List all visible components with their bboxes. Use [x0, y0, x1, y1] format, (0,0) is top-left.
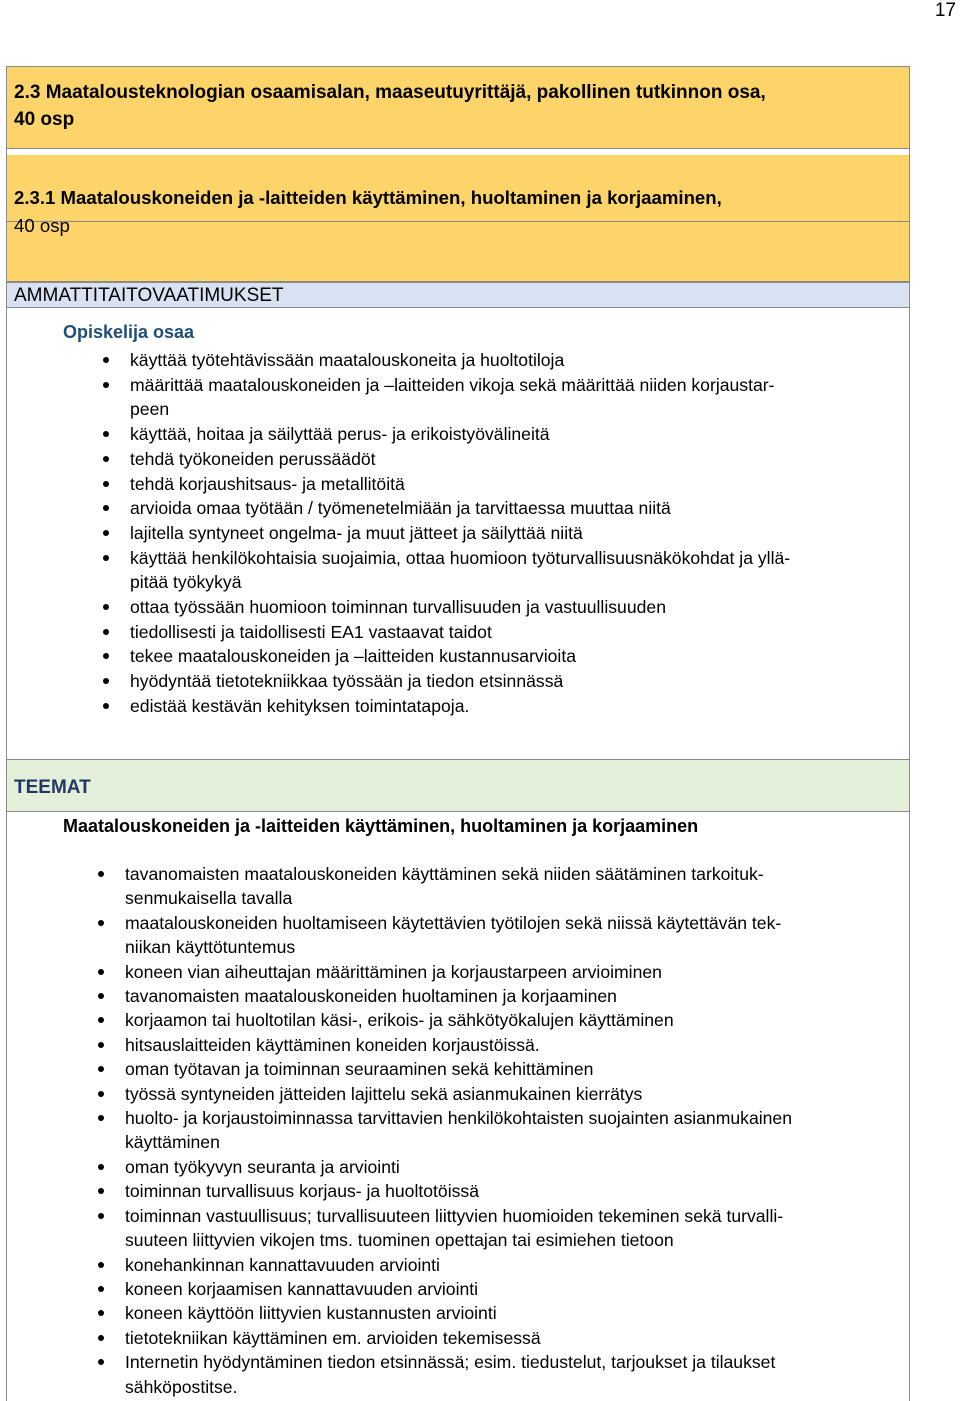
section-header: [7, 67, 909, 149]
list-item: [130, 669, 900, 694]
subsection-header: [7, 155, 909, 222]
themes-subheading: Maatalouskoneiden ja -laitteiden käyttäminen, huoltaminen ja korjaaminen: [63, 816, 699, 836]
list-item: [130, 496, 900, 521]
list-item: [125, 1350, 905, 1399]
list-item: [130, 620, 900, 645]
list-item-text: korjaamon tai huoltotilan käsi-, erikois- ja sähkötyökalujen käyttäminen: [125, 1010, 674, 1031]
bullet-icon: [103, 629, 109, 635]
bullet-icon: [98, 920, 104, 926]
list-item: [130, 595, 900, 620]
list-item: [130, 546, 900, 595]
list-item: [130, 521, 900, 546]
bullet-icon: [98, 1262, 104, 1268]
bullet-icon: [103, 456, 109, 462]
list-item-text: oman työtavan ja toiminnan seuraaminen sekä kehittäminen: [125, 1059, 594, 1080]
list-item: [130, 472, 900, 497]
list-item: [125, 1008, 905, 1032]
bullet-icon: [103, 555, 109, 561]
list-item-text: tehdä korjaushitsaus- ja metallitöitä: [130, 473, 405, 494]
bullet-icon: [98, 1042, 104, 1048]
list-item-text: käyttää työtehtävissään maatalouskoneita ja huoltotiloja: [130, 350, 565, 370]
list-item-text: tiedollisesti ja taidollisesti EA1 vastaavat taidot: [130, 621, 492, 642]
list-item: [130, 447, 900, 472]
list-item-text: määrittää maatalouskoneiden ja –laitteiden vikoja sekä määrittää niiden korjaustar-: [130, 374, 775, 395]
bullet-icon: [103, 357, 109, 363]
list-item-text: senmukaisella tavalla: [125, 888, 293, 909]
requirements-intro: Opiskelija osaa: [63, 322, 195, 342]
list-item: [125, 1106, 905, 1155]
list-item: [125, 984, 905, 1008]
list-item-text: hitsauslaitteiden käyttäminen koneiden korjaustöissä.: [125, 1034, 540, 1055]
bullet-icon: [103, 481, 109, 487]
bullet-icon: [98, 969, 104, 975]
section-title-line1: 2.3 Maatalousteknologian osaamisalan, maaseutuyrittäjä, pakollinen tutkinnon osa,: [14, 82, 766, 103]
bullet-icon: [98, 1164, 104, 1170]
bullet-icon: [98, 871, 104, 877]
bullet-icon: [98, 1335, 104, 1341]
list-item-text: toiminnan turvallisuus korjaus- ja huoltotöissä: [125, 1181, 480, 1202]
section-title-line2: 40 osp: [14, 109, 75, 130]
list-item: [125, 1155, 905, 1179]
bullet-icon: [98, 1091, 104, 1097]
list-item: [125, 911, 905, 960]
list-item-text: konehankinnan kannattavuuden arviointi: [125, 1254, 440, 1275]
subsection-header-cont: [7, 215, 909, 282]
list-item-text: käyttäminen: [125, 1132, 220, 1153]
list-item: [130, 422, 900, 447]
list-item: [125, 1253, 905, 1277]
list-item: [125, 1301, 905, 1325]
list-item: [125, 1277, 905, 1301]
bullet-icon: [98, 993, 104, 999]
bullet-icon: [98, 1286, 104, 1292]
subsection-title-line1: 2.3.1 Maatalouskoneiden ja -laitteiden käyttäminen, huoltaminen ja korjaaminen,: [14, 187, 722, 208]
list-item: [125, 862, 905, 911]
bullet-icon: [103, 530, 109, 536]
list-item-text: tehdä työkoneiden perussäädöt: [130, 448, 376, 469]
list-item-text: pitää työkykyä: [130, 572, 242, 593]
page-number: 17: [934, 0, 956, 21]
list-item-text: työssä syntyneiden jätteiden lajittelu sekä asianmukainen kierrätys: [125, 1083, 643, 1104]
bullet-icon: [103, 382, 109, 388]
list-item: [125, 1326, 905, 1350]
list-item: [125, 1179, 905, 1203]
list-item-text: sähköpostitse.: [125, 1376, 238, 1397]
list-item-text: oman työkyvyn seuranta ja arviointi: [125, 1156, 400, 1177]
list-item: [130, 644, 900, 669]
list-item-text: huolto- ja korjaustoiminnassa tarvittavien henkilökohtaisten suojainten asianmukainen: [125, 1108, 792, 1129]
list-item-text: lajitella syntyneet ongelma- ja muut jätteet ja säilyttää niitä: [130, 522, 583, 543]
list-item-text: edistää kestävän kehityksen toimintatapoja.: [130, 695, 470, 716]
themes-heading: TEEMAT: [14, 777, 91, 798]
list-item-text: koneen vian aiheuttajan määrittäminen ja korjaustarpeen arvioiminen: [125, 961, 662, 982]
list-item-text: niikan käyttötuntemus: [125, 937, 296, 958]
list-item-text: käyttää, hoitaa ja säilyttää perus- ja erikoistyövälineitä: [130, 424, 550, 445]
list-item: [130, 348, 900, 373]
list-item: [125, 1082, 905, 1106]
list-item-text: hyödyntää tietotekniikkaa työssään ja tiedon etsinnässä: [130, 671, 564, 692]
list-item-text: tavanomaisten maatalouskoneiden huoltaminen ja korjaaminen: [125, 986, 617, 1007]
list-item-text: ottaa työssään huomioon toiminnan turvallisuuden ja vastuullisuuden: [130, 597, 666, 618]
list-item: [125, 960, 905, 984]
list-item-text: tekee maatalouskoneiden ja –laitteiden kustannusarvioita: [130, 646, 577, 667]
list-item-text: Internetin hyödyntäminen tiedon etsinnässä; esim. tiedustelut, tarjoukset ja tilaukset: [125, 1352, 776, 1373]
list-item: [125, 1204, 905, 1253]
requirements-list: [130, 348, 900, 719]
bullet-icon: [103, 703, 109, 709]
themes-list: [125, 862, 905, 1399]
list-item-text: käyttää henkilökohtaisia suojaimia, ottaa huomioon työturvallisuusnäkökohdat ja yllä-: [130, 547, 791, 568]
bullet-icon: [98, 1213, 104, 1219]
bullet-icon: [103, 604, 109, 610]
list-item-text: suuteen liittyvien vikojen tms. tuominen opettajan tai esimiehen tietoon: [125, 1230, 674, 1251]
requirements-heading: AMMATTITAITOVAATIMUKSET: [14, 285, 284, 306]
list-item-text: peen: [130, 399, 170, 420]
list-item-text: koneen käyttöön liittyvien kustannusten arviointi: [125, 1303, 497, 1324]
requirements-header: [7, 282, 909, 308]
themes-header: [7, 760, 909, 812]
list-item-text: toiminnan vastuullisuus; turvallisuuteen liittyvien huomioiden tekeminen sekä turvalli-: [125, 1205, 784, 1226]
subsection-title-line2-cont: 40 osp: [14, 215, 70, 236]
list-item-text: maatalouskoneiden huoltamiseen käytettävien työtilojen sekä niissä käytettävän tek-: [125, 912, 782, 933]
list-item-text: koneen korjaamisen kannattavuuden arviointi: [125, 1278, 479, 1299]
list-item-text: tietotekniikan käyttäminen em. arvioiden tekemisessä: [125, 1327, 541, 1348]
list-item-text: arvioida omaa työtään / työmenetelmiään ja tarvittaessa muuttaa niitä: [130, 498, 671, 519]
list-item: [130, 694, 900, 719]
list-item-text: tavanomaisten maatalouskoneiden käyttäminen sekä niiden säätäminen tarkoituk-: [125, 864, 764, 884]
list-item: [125, 1033, 905, 1057]
list-item: [125, 1057, 905, 1081]
list-item: [130, 373, 900, 422]
